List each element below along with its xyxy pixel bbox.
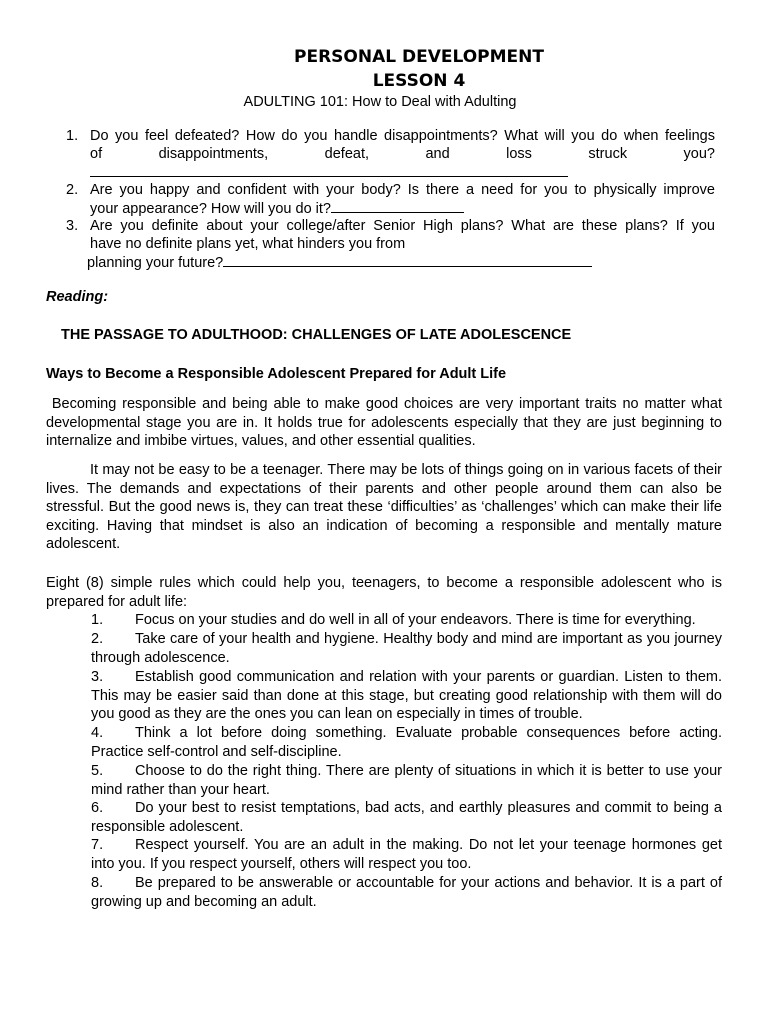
- rule-number: 1.: [91, 612, 104, 628]
- section-heading: Ways to Become a Responsible Adolescent Prepared for Adult Life: [46, 366, 507, 382]
- rule-item-8: [91, 874, 722, 911]
- question-text: have no definite plans yet, what hinders you from: [90, 236, 406, 252]
- rule-number: 7.: [91, 837, 104, 853]
- rule-number: 8.: [91, 875, 104, 891]
- reading-label: Reading:: [46, 289, 109, 305]
- rule-item-7: [91, 836, 722, 873]
- rule-text: Take care of your health and hygiene. Healthy body and mind are important as you journey through adolescence.: [91, 631, 722, 666]
- question-text: your appearance? How will you do it?: [90, 201, 331, 217]
- lesson-subtitle: ADULTING 101: How to Deal with Adulting: [243, 94, 517, 110]
- rule-number: 4.: [91, 725, 104, 741]
- question-3: [66, 217, 715, 272]
- question-text: planning your future?: [87, 255, 224, 271]
- question-number: 1.: [66, 128, 79, 144]
- answer-line[interactable]: [223, 253, 592, 267]
- rule-item-3: [91, 668, 722, 724]
- question-number: 2.: [66, 182, 79, 198]
- question-text: Are you happy and confident with your body? Is there a need for you to physically improve: [90, 182, 715, 198]
- question-text: Are you definite about your college/after Senior High plans? What are these plans? If you: [90, 218, 715, 234]
- rule-item-1: [91, 611, 722, 630]
- lesson-number: LESSON 4: [372, 71, 466, 91]
- rule-text: Think a lot before doing something. Evaluate probable consequences before acting. Practice self-control and self-discipline.: [91, 725, 722, 760]
- rule-item-5: [91, 762, 722, 799]
- question-2: [66, 181, 715, 218]
- rule-text: Establish good communication and relation with your parents or guardian. Listen to them. This may be easier said than done at this stage, but creating good relationship with them will do you good as they are the ones you can lean on especially in times of trouble.: [91, 669, 722, 723]
- question-1: [66, 127, 715, 182]
- paragraph-1: Becoming responsible and being able to make good choices are very important traits no matter what developmental stage you are in. It holds true for adolescents especially that they are just beginning to internalize and imbibe virtues, values, and other essential qualities.: [46, 396, 727, 450]
- passage-title: THE PASSAGE TO ADULTHOOD: CHALLENGES OF LATE ADOLESCENCE: [61, 327, 572, 343]
- rule-number: 2.: [91, 631, 104, 647]
- question-number: 3.: [66, 218, 79, 234]
- question-text: Do you feel defeated? How do you handle disappointments? What will you do when feelings: [90, 128, 715, 144]
- rule-item-2: [91, 630, 722, 667]
- rule-text: Focus on your studies and do well in all of your endeavors. There is time for everything.: [135, 612, 696, 628]
- rule-text: Be prepared to be answerable or accountable for your actions and behavior. It is a part of growing up and becoming an adult.: [91, 875, 722, 910]
- rule-item-6: [91, 799, 722, 836]
- rule-text: Do your best to resist temptations, bad acts, and earthly pleasures and commit to being a responsible adolescent.: [91, 800, 722, 835]
- question-line-3: [87, 253, 715, 272]
- rule-text: Choose to do the right thing. There are plenty of situations in which it is better to use your mind rather than your heart.: [91, 763, 722, 798]
- rule-number: 5.: [91, 763, 104, 779]
- rule-item-4: [91, 724, 722, 761]
- answer-line[interactable]: [331, 199, 464, 213]
- question-line-2: [90, 199, 715, 218]
- rule-number: 3.: [91, 669, 104, 685]
- paragraph-2: It may not be easy to be a teenager. There may be lots of things going on in various facets of their lives. The demands and expectations of their parents and other people around them can also be stressful. But the good news is, they can treat these ‘difficulties’ as ‘challenges’ which can make their life exciting. Having that mindset is also an indication of becoming a responsible and mentally mature adolescent.: [46, 462, 722, 553]
- document-title: PERSONAL DEVELOPMENT: [294, 47, 544, 67]
- question-text: of disappointments, defeat, and loss struck you?: [90, 146, 715, 162]
- rule-text: Respect yourself. You are an adult in the making. Do not let your teenage hormones get into you. If you respect yourself, others will respect you too.: [91, 837, 722, 872]
- answer-line[interactable]: [90, 163, 715, 182]
- rule-number: 6.: [91, 800, 104, 816]
- rules-intro: Eight (8) simple rules which could help you, teenagers, to become a responsible adolescent who is prepared for adult life:: [46, 575, 722, 610]
